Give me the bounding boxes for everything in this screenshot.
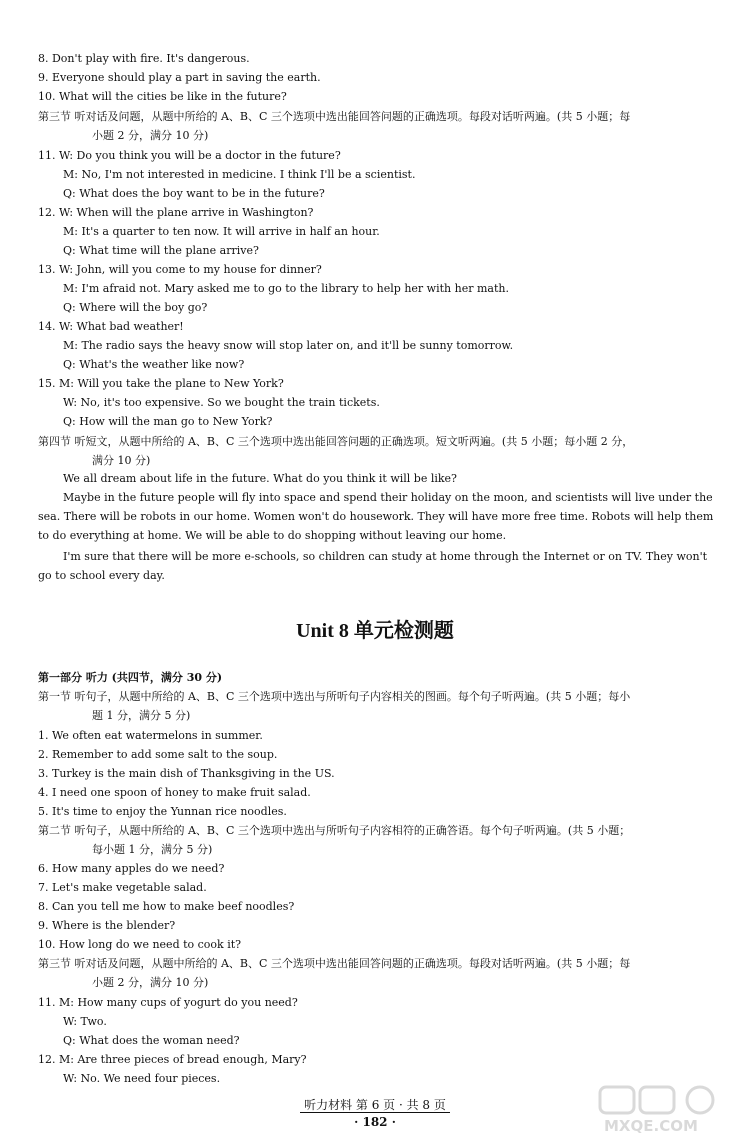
sentence-2: 2. Remember to add some salt to the soup. [38,748,278,761]
dialogue-11-line-2: M: No, I'm not interested in medicine. I think I'll be a scientist. [63,168,416,181]
running-footer-text: 听力材料 第 6 页 · 共 8 页 [300,1098,450,1113]
dialogue-15-line-2: W: No, it's too expensive. So we bought the train tickets. [63,396,380,409]
dialogue-11b-question: Q: What does the woman need? [63,1034,240,1047]
sentence-8b: 8. Can you tell me how to make beef noodles? [38,900,295,913]
sentence-6: 6. How many apples do we need? [38,862,225,875]
sentence-9: 9. Everyone should play a part in saving the earth. [38,71,321,84]
section-3-instruction-cont: 小题 2 分，满分 10 分) [92,129,209,142]
dialogue-12-question: Q: What time will the plane arrive? [63,244,259,257]
dialogue-13-line-2: M: I'm afraid not. Mary asked me to go to the library to help her with her math. [63,282,509,295]
section-3b-instruction-cont: 小题 2 分，满分 10 分) [92,976,209,989]
dialogue-11-line-1: 11. W: Do you think you will be a doctor in the future? [38,149,341,162]
sentence-7: 7. Let's make vegetable salad. [38,881,207,894]
dialogue-12-line-2: M: It's a quarter to ten now. It will arrive in half an hour. [63,225,380,238]
dialogue-11b-line-1: 11. M: How many cups of yogurt do you need? [38,996,298,1009]
part-1-heading: 第一部分 听力 (共四节，满分 30 分) [38,671,223,684]
section-3-instruction: 第三节 听对话及问题，从题中所给的 A、B、C 三个选项中选出能回答问题的正确选项。每段对话听两遍。(共 5 小题；每 [38,110,631,123]
sentence-9b: 9. Where is the blender? [38,919,176,932]
unit-title: Unit 8 单元检测题 [296,620,454,642]
dialogue-12b-line-2: W: No. We need four pieces. [63,1072,221,1085]
dialogue-12b-line-1: 12. M: Are three pieces of bread enough, Mary? [38,1053,307,1066]
passage-paragraph-3: I'm sure that there will be more e-schools, so children can study at home through the Internet or on TV. They won't go to school every day. [38,550,708,582]
section-3b-instruction: 第三节 听对话及问题，从题中所给的 A、B、C 三个选项中选出能回答问题的正确选项。每段对话听两遍。(共 5 小题；每 [38,957,631,970]
dialogue-14-question: Q: What's the weather like now? [63,358,245,371]
dialogue-11b-line-2: W: Two. [63,1015,107,1028]
section-1-instruction-cont: 题 1 分，满分 5 分) [92,709,191,722]
dialogue-14-line-1: 14. W: What bad weather! [38,320,184,333]
passage-paragraph-2: Maybe in the future people will fly into space and spend their holiday on the moon, and scientists will live under the sea. There will be robots in our home. Women won't do housework. They will have more free time. Robots will help them to do everything at home. We will be able to do shopping without leaving our home. [38,491,714,542]
sentence-5: 5. It's time to enjoy the Yunnan rice noodles. [38,805,287,818]
sentence-1: 1. We often eat watermelons in summer. [38,729,263,742]
sentence-8: 8. Don't play with fire. It's dangerous. [38,52,250,65]
sentence-10: 10. What will the cities be like in the future? [38,90,287,103]
svg-text:MXQE.COM: MXQE.COM [604,1117,698,1135]
dialogue-11-question: Q: What does the boy want to be in the future? [63,187,325,200]
sentence-10b: 10. How long do we need to cook it? [38,938,242,951]
passage-paragraph-1: We all dream about life in the future. What do you think it will be like? [63,472,457,485]
dialogue-12-line-1: 12. W: When will the plane arrive in Washington? [38,206,314,219]
dialogue-13-question: Q: Where will the boy go? [63,301,208,314]
section-2-instruction-cont: 每小题 1 分，满分 5 分) [92,843,213,856]
section-4-instruction-cont: 满分 10 分) [92,454,151,467]
dialogue-13-line-1: 13. W: John, will you come to my house for dinner? [38,263,322,276]
sentence-4: 4. I need one spoon of honey to make fruit salad. [38,786,311,799]
section-1-instruction: 第一节 听句子，从题中所给的 A、B、C 三个选项中选出与所听句子内容相关的图画。每个句子听两遍。(共 5 小题；每小 [38,690,631,703]
section-4-instruction: 第四节 听短文，从题中所给的 A、B、C 三个选项中选出能回答问题的正确选项。短文听两遍。(共 5 小题；每小题 2 分， [38,435,634,448]
page-number: · 182 · [354,1115,396,1129]
dialogue-14-line-2: M: The radio says the heavy snow will stop later on, and it'll be sunny tomorrow. [63,339,514,352]
watermark-logo [594,1085,744,1135]
sentence-3: 3. Turkey is the main dish of Thanksgiving in the US. [38,767,335,780]
dialogue-15-question: Q: How will the man go to New York? [63,415,273,428]
dialogue-15-line-1: 15. M: Will you take the plane to New York? [38,377,284,390]
section-2-instruction: 第二节 听句子，从题中所给的 A、B、C 三个选项中选出与所听句子内容相符的正确答语。每个句子听两遍。(共 5 小题； [38,824,631,837]
